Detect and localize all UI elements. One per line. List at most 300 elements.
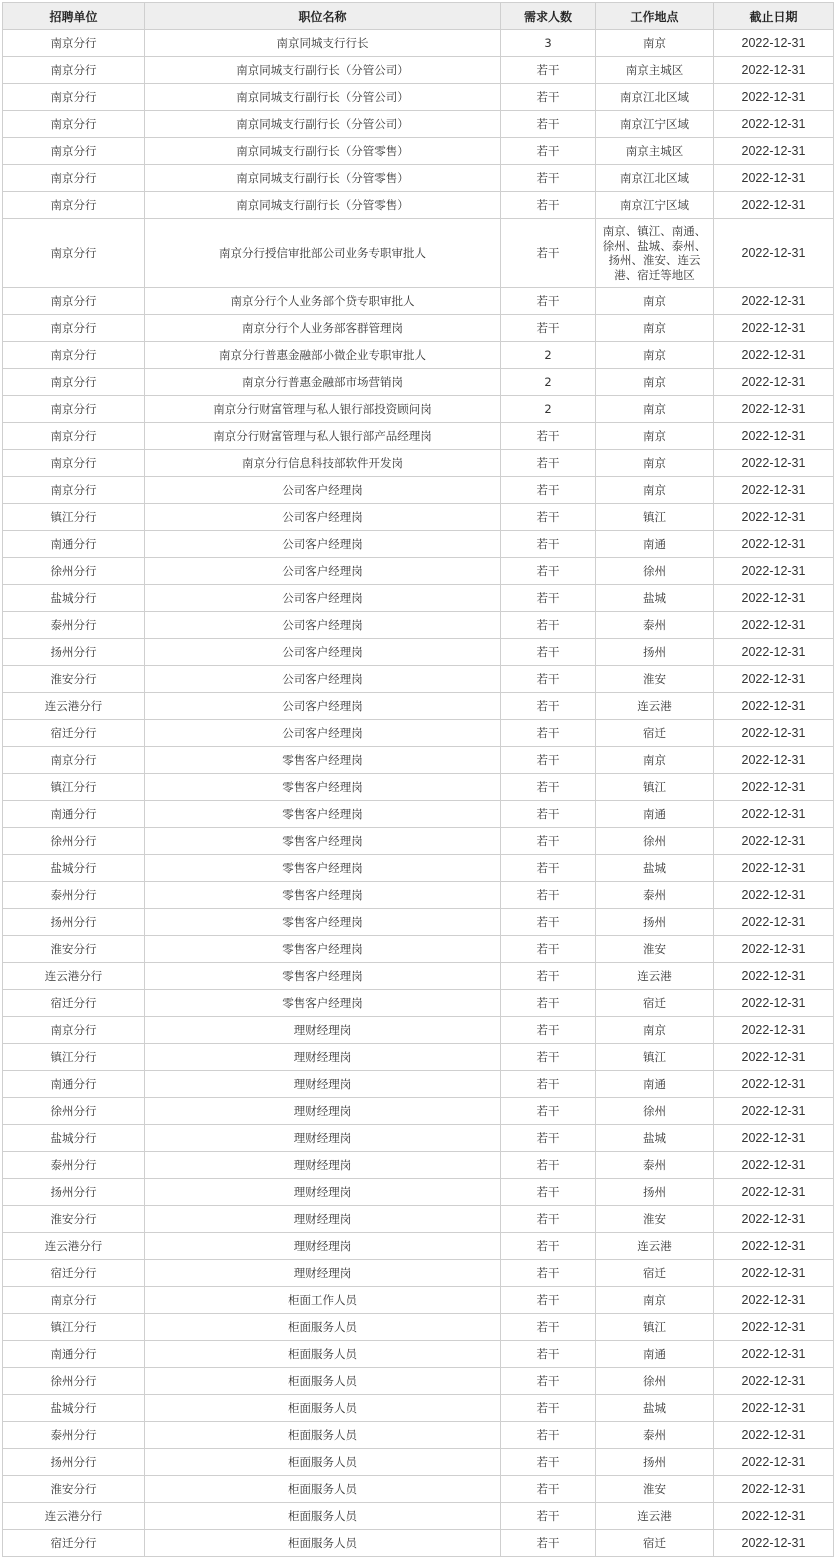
cell-employer: 盐城分行: [3, 855, 145, 882]
cell-deadline: 2022-12-31: [714, 1071, 834, 1098]
cell-location: 宿迁: [596, 1260, 714, 1287]
cell-employer: 扬州分行: [3, 1449, 145, 1476]
cell-headcount: 2: [501, 342, 596, 369]
cell-employer: 南京分行: [3, 138, 145, 165]
cell-deadline: 2022-12-31: [714, 1098, 834, 1125]
cell-deadline: 2022-12-31: [714, 219, 834, 288]
table-row: [3, 165, 834, 192]
cell-deadline: 2022-12-31: [714, 720, 834, 747]
cell-location: 南京: [596, 30, 714, 57]
cell-employer: 南京分行: [3, 423, 145, 450]
cell-employer: 宿迁分行: [3, 1260, 145, 1287]
cell-deadline: 2022-12-31: [714, 1395, 834, 1422]
table-row: [3, 288, 834, 315]
cell-employer: 宿迁分行: [3, 1530, 145, 1557]
table-row: [3, 1530, 834, 1557]
cell-location: 徐州: [596, 558, 714, 585]
cell-deadline: 2022-12-31: [714, 936, 834, 963]
table-row: [3, 1503, 834, 1530]
cell-deadline: 2022-12-31: [714, 531, 834, 558]
cell-position: 公司客户经理岗: [145, 639, 501, 666]
cell-deadline: 2022-12-31: [714, 30, 834, 57]
cell-location: 南京: [596, 288, 714, 315]
cell-headcount: 若干: [501, 747, 596, 774]
cell-deadline: 2022-12-31: [714, 192, 834, 219]
cell-employer: 南京分行: [3, 165, 145, 192]
table-row: [3, 639, 834, 666]
cell-location: 扬州: [596, 639, 714, 666]
table-row: [3, 1152, 834, 1179]
cell-position: 公司客户经理岗: [145, 477, 501, 504]
cell-location: 镇江: [596, 774, 714, 801]
cell-location: 扬州: [596, 1449, 714, 1476]
cell-deadline: 2022-12-31: [714, 396, 834, 423]
table-row: [3, 450, 834, 477]
cell-deadline: 2022-12-31: [714, 477, 834, 504]
cell-employer: 南京分行: [3, 111, 145, 138]
cell-deadline: 2022-12-31: [714, 585, 834, 612]
table-row: [3, 1260, 834, 1287]
cell-headcount: 若干: [501, 666, 596, 693]
cell-location: 南京: [596, 423, 714, 450]
table-row: [3, 1071, 834, 1098]
cell-headcount: 若干: [501, 828, 596, 855]
cell-deadline: 2022-12-31: [714, 84, 834, 111]
cell-location: 泰州: [596, 1152, 714, 1179]
cell-headcount: 若干: [501, 1206, 596, 1233]
cell-headcount: 若干: [501, 774, 596, 801]
cell-employer: 徐州分行: [3, 828, 145, 855]
cell-employer: 南京分行: [3, 369, 145, 396]
cell-headcount: 若干: [501, 990, 596, 1017]
table-row: [3, 936, 834, 963]
cell-headcount: 若干: [501, 531, 596, 558]
cell-headcount: 若干: [501, 612, 596, 639]
cell-headcount: 若干: [501, 909, 596, 936]
cell-employer: 连云港分行: [3, 963, 145, 990]
cell-employer: 徐州分行: [3, 558, 145, 585]
cell-headcount: 若干: [501, 1287, 596, 1314]
cell-headcount: 若干: [501, 585, 596, 612]
cell-position: 公司客户经理岗: [145, 558, 501, 585]
cell-location: 淮安: [596, 1206, 714, 1233]
header-row: [3, 3, 834, 30]
cell-headcount: 若干: [501, 1125, 596, 1152]
table-row: [3, 990, 834, 1017]
cell-headcount: 若干: [501, 1179, 596, 1206]
cell-position: 柜面服务人员: [145, 1503, 501, 1530]
cell-location: 盐城: [596, 855, 714, 882]
cell-location: 宿迁: [596, 990, 714, 1017]
cell-position: 南京分行普惠金融部小微企业专职审批人: [145, 342, 501, 369]
cell-headcount: 3: [501, 30, 596, 57]
cell-headcount: 若干: [501, 639, 596, 666]
cell-deadline: 2022-12-31: [714, 1422, 834, 1449]
header-position: 职位名称: [145, 3, 501, 30]
table-row: [3, 84, 834, 111]
cell-employer: 盐城分行: [3, 1125, 145, 1152]
cell-location: 徐州: [596, 1098, 714, 1125]
table-row: [3, 477, 834, 504]
cell-headcount: 若干: [501, 1044, 596, 1071]
recruitment-table: [2, 2, 834, 1557]
table-row: [3, 666, 834, 693]
cell-headcount: 若干: [501, 801, 596, 828]
cell-location: 泰州: [596, 1422, 714, 1449]
cell-employer: 盐城分行: [3, 1395, 145, 1422]
table-row: [3, 1044, 834, 1071]
table-row: [3, 1206, 834, 1233]
table-body: [3, 30, 834, 1557]
cell-position: 南京同城支行副行长（分管公司）: [145, 57, 501, 84]
cell-headcount: 若干: [501, 192, 596, 219]
table-row: [3, 342, 834, 369]
cell-deadline: 2022-12-31: [714, 693, 834, 720]
cell-position: 零售客户经理岗: [145, 909, 501, 936]
cell-deadline: 2022-12-31: [714, 1017, 834, 1044]
table-row: [3, 828, 834, 855]
cell-deadline: 2022-12-31: [714, 1287, 834, 1314]
cell-deadline: 2022-12-31: [714, 1206, 834, 1233]
cell-location: 盐城: [596, 585, 714, 612]
cell-employer: 泰州分行: [3, 882, 145, 909]
cell-employer: 南京分行: [3, 288, 145, 315]
cell-position: 理财经理岗: [145, 1044, 501, 1071]
cell-position: 南京分行个人业务部个贷专职审批人: [145, 288, 501, 315]
cell-position: 柜面服务人员: [145, 1341, 501, 1368]
cell-location: 扬州: [596, 909, 714, 936]
cell-headcount: 若干: [501, 693, 596, 720]
cell-headcount: 若干: [501, 1503, 596, 1530]
cell-employer: 徐州分行: [3, 1098, 145, 1125]
cell-position: 零售客户经理岗: [145, 801, 501, 828]
table-row: [3, 1179, 834, 1206]
cell-headcount: 若干: [501, 1314, 596, 1341]
table-row: [3, 963, 834, 990]
cell-deadline: 2022-12-31: [714, 1152, 834, 1179]
cell-location: 连云港: [596, 693, 714, 720]
cell-deadline: 2022-12-31: [714, 1314, 834, 1341]
cell-location: 南京: [596, 1287, 714, 1314]
cell-headcount: 若干: [501, 1530, 596, 1557]
cell-position: 理财经理岗: [145, 1152, 501, 1179]
table-row: [3, 747, 834, 774]
cell-deadline: 2022-12-31: [714, 165, 834, 192]
cell-headcount: 2: [501, 369, 596, 396]
cell-location: 南通: [596, 1071, 714, 1098]
cell-deadline: 2022-12-31: [714, 111, 834, 138]
cell-headcount: 若干: [501, 450, 596, 477]
cell-employer: 泰州分行: [3, 612, 145, 639]
cell-location: 南京、镇江、南通、徐州、盐城、泰州、扬州、淮安、连云港、宿迁等地区: [596, 219, 714, 288]
cell-deadline: 2022-12-31: [714, 315, 834, 342]
cell-location: 泰州: [596, 612, 714, 639]
cell-deadline: 2022-12-31: [714, 774, 834, 801]
cell-employer: 南通分行: [3, 1341, 145, 1368]
cell-position: 理财经理岗: [145, 1071, 501, 1098]
table-row: [3, 720, 834, 747]
cell-position: 南京同城支行副行长（分管零售）: [145, 165, 501, 192]
cell-employer: 淮安分行: [3, 666, 145, 693]
cell-deadline: 2022-12-31: [714, 1125, 834, 1152]
cell-employer: 连云港分行: [3, 1233, 145, 1260]
table-row: [3, 1395, 834, 1422]
table-row: [3, 315, 834, 342]
cell-position: 柜面服务人员: [145, 1395, 501, 1422]
cell-deadline: 2022-12-31: [714, 1233, 834, 1260]
cell-position: 南京分行财富管理与私人银行部投资顾问岗: [145, 396, 501, 423]
table-row: [3, 1341, 834, 1368]
cell-deadline: 2022-12-31: [714, 801, 834, 828]
cell-deadline: 2022-12-31: [714, 504, 834, 531]
table-row: [3, 111, 834, 138]
table-row: [3, 369, 834, 396]
cell-headcount: 2: [501, 396, 596, 423]
cell-location: 泰州: [596, 882, 714, 909]
cell-deadline: 2022-12-31: [714, 1449, 834, 1476]
cell-deadline: 2022-12-31: [714, 57, 834, 84]
cell-headcount: 若干: [501, 936, 596, 963]
cell-position: 理财经理岗: [145, 1098, 501, 1125]
cell-headcount: 若干: [501, 1449, 596, 1476]
cell-location: 扬州: [596, 1179, 714, 1206]
cell-deadline: 2022-12-31: [714, 450, 834, 477]
cell-headcount: 若干: [501, 138, 596, 165]
table-row: [3, 1449, 834, 1476]
cell-position: 理财经理岗: [145, 1017, 501, 1044]
cell-headcount: 若干: [501, 315, 596, 342]
header-location: 工作地点: [596, 3, 714, 30]
cell-location: 盐城: [596, 1125, 714, 1152]
cell-employer: 镇江分行: [3, 1044, 145, 1071]
cell-deadline: 2022-12-31: [714, 828, 834, 855]
cell-headcount: 若干: [501, 111, 596, 138]
cell-employer: 扬州分行: [3, 1179, 145, 1206]
table-row: [3, 1422, 834, 1449]
cell-position: 柜面服务人员: [145, 1530, 501, 1557]
cell-employer: 淮安分行: [3, 1206, 145, 1233]
table-row: [3, 30, 834, 57]
cell-deadline: 2022-12-31: [714, 1530, 834, 1557]
cell-position: 柜面服务人员: [145, 1314, 501, 1341]
cell-employer: 南通分行: [3, 801, 145, 828]
cell-deadline: 2022-12-31: [714, 423, 834, 450]
table-row: [3, 531, 834, 558]
cell-position: 柜面服务人员: [145, 1449, 501, 1476]
header-employer: 招聘单位: [3, 3, 145, 30]
cell-employer: 南京分行: [3, 30, 145, 57]
cell-employer: 南通分行: [3, 531, 145, 558]
cell-location: 南京: [596, 477, 714, 504]
cell-employer: 南京分行: [3, 1287, 145, 1314]
cell-employer: 泰州分行: [3, 1152, 145, 1179]
cell-headcount: 若干: [501, 1017, 596, 1044]
cell-location: 宿迁: [596, 720, 714, 747]
cell-position: 南京分行信息科技部软件开发岗: [145, 450, 501, 477]
cell-location: 镇江: [596, 504, 714, 531]
cell-position: 南京分行财富管理与私人银行部产品经理岗: [145, 423, 501, 450]
cell-location: 南通: [596, 1341, 714, 1368]
table-row: [3, 1233, 834, 1260]
cell-employer: 南京分行: [3, 315, 145, 342]
cell-deadline: 2022-12-31: [714, 558, 834, 585]
cell-location: 徐州: [596, 1368, 714, 1395]
cell-location: 徐州: [596, 828, 714, 855]
cell-headcount: 若干: [501, 504, 596, 531]
header-headcount: 需求人数: [501, 3, 596, 30]
table-row: [3, 57, 834, 84]
cell-position: 零售客户经理岗: [145, 936, 501, 963]
cell-location: 南京江北区域: [596, 84, 714, 111]
cell-headcount: 若干: [501, 84, 596, 111]
table-header: [3, 3, 834, 30]
cell-location: 南京江北区域: [596, 165, 714, 192]
cell-deadline: 2022-12-31: [714, 1260, 834, 1287]
cell-employer: 连云港分行: [3, 1503, 145, 1530]
cell-position: 理财经理岗: [145, 1179, 501, 1206]
cell-employer: 南京分行: [3, 747, 145, 774]
cell-employer: 宿迁分行: [3, 720, 145, 747]
cell-headcount: 若干: [501, 1395, 596, 1422]
cell-deadline: 2022-12-31: [714, 639, 834, 666]
cell-location: 南京江宁区域: [596, 192, 714, 219]
cell-deadline: 2022-12-31: [714, 369, 834, 396]
cell-location: 南京: [596, 315, 714, 342]
cell-deadline: 2022-12-31: [714, 909, 834, 936]
cell-location: 南京: [596, 450, 714, 477]
cell-location: 连云港: [596, 1233, 714, 1260]
cell-deadline: 2022-12-31: [714, 1503, 834, 1530]
cell-employer: 淮安分行: [3, 936, 145, 963]
cell-headcount: 若干: [501, 423, 596, 450]
cell-employer: 南京分行: [3, 396, 145, 423]
cell-deadline: 2022-12-31: [714, 1368, 834, 1395]
cell-employer: 南京分行: [3, 219, 145, 288]
cell-position: 零售客户经理岗: [145, 882, 501, 909]
cell-deadline: 2022-12-31: [714, 1341, 834, 1368]
cell-headcount: 若干: [501, 1476, 596, 1503]
table-row: [3, 138, 834, 165]
table-row: [3, 1368, 834, 1395]
cell-deadline: 2022-12-31: [714, 138, 834, 165]
cell-position: 公司客户经理岗: [145, 720, 501, 747]
cell-headcount: 若干: [501, 288, 596, 315]
cell-employer: 宿迁分行: [3, 990, 145, 1017]
cell-location: 南京: [596, 369, 714, 396]
cell-headcount: 若干: [501, 1260, 596, 1287]
cell-position: 公司客户经理岗: [145, 531, 501, 558]
cell-location: 南京: [596, 1017, 714, 1044]
cell-location: 南京: [596, 747, 714, 774]
cell-position: 零售客户经理岗: [145, 828, 501, 855]
table-row: [3, 558, 834, 585]
table-row: [3, 585, 834, 612]
cell-position: 零售客户经理岗: [145, 747, 501, 774]
cell-employer: 淮安分行: [3, 1476, 145, 1503]
cell-location: 南通: [596, 801, 714, 828]
cell-position: 零售客户经理岗: [145, 855, 501, 882]
cell-deadline: 2022-12-31: [714, 1476, 834, 1503]
cell-deadline: 2022-12-31: [714, 288, 834, 315]
table-row: [3, 612, 834, 639]
cell-position: 零售客户经理岗: [145, 963, 501, 990]
cell-location: 盐城: [596, 1395, 714, 1422]
cell-deadline: 2022-12-31: [714, 855, 834, 882]
cell-employer: 扬州分行: [3, 639, 145, 666]
cell-headcount: 若干: [501, 558, 596, 585]
cell-location: 南京: [596, 342, 714, 369]
cell-headcount: 若干: [501, 1341, 596, 1368]
table-row: [3, 1098, 834, 1125]
table-row: [3, 396, 834, 423]
cell-location: 连云港: [596, 963, 714, 990]
cell-location: 连云港: [596, 1503, 714, 1530]
cell-employer: 镇江分行: [3, 1314, 145, 1341]
cell-location: 淮安: [596, 1476, 714, 1503]
cell-headcount: 若干: [501, 1152, 596, 1179]
cell-employer: 南京分行: [3, 1017, 145, 1044]
table-row: [3, 423, 834, 450]
cell-headcount: 若干: [501, 882, 596, 909]
cell-employer: 连云港分行: [3, 693, 145, 720]
cell-employer: 盐城分行: [3, 585, 145, 612]
cell-deadline: 2022-12-31: [714, 990, 834, 1017]
cell-position: 南京同城支行行长: [145, 30, 501, 57]
cell-position: 南京同城支行副行长（分管公司）: [145, 84, 501, 111]
cell-position: 理财经理岗: [145, 1125, 501, 1152]
cell-headcount: 若干: [501, 1098, 596, 1125]
cell-position: 零售客户经理岗: [145, 990, 501, 1017]
cell-position: 南京分行普惠金融部市场营销岗: [145, 369, 501, 396]
cell-deadline: 2022-12-31: [714, 963, 834, 990]
cell-headcount: 若干: [501, 219, 596, 288]
table-row: [3, 855, 834, 882]
cell-deadline: 2022-12-31: [714, 882, 834, 909]
cell-employer: 南京分行: [3, 450, 145, 477]
cell-employer: 镇江分行: [3, 774, 145, 801]
cell-headcount: 若干: [501, 1368, 596, 1395]
cell-position: 南京分行个人业务部客群管理岗: [145, 315, 501, 342]
cell-headcount: 若干: [501, 57, 596, 84]
table-row: [3, 774, 834, 801]
cell-position: 理财经理岗: [145, 1206, 501, 1233]
cell-position: 理财经理岗: [145, 1233, 501, 1260]
cell-position: 柜面服务人员: [145, 1422, 501, 1449]
cell-headcount: 若干: [501, 963, 596, 990]
cell-position: 柜面服务人员: [145, 1368, 501, 1395]
cell-location: 淮安: [596, 666, 714, 693]
table-row: [3, 801, 834, 828]
table-row: [3, 192, 834, 219]
table-row: [3, 1476, 834, 1503]
cell-location: 南京主城区: [596, 57, 714, 84]
cell-headcount: 若干: [501, 165, 596, 192]
cell-deadline: 2022-12-31: [714, 1179, 834, 1206]
table-row: [3, 1314, 834, 1341]
cell-headcount: 若干: [501, 1422, 596, 1449]
table-row: [3, 1125, 834, 1152]
cell-employer: 南京分行: [3, 477, 145, 504]
header-deadline: 截止日期: [714, 3, 834, 30]
cell-deadline: 2022-12-31: [714, 612, 834, 639]
cell-position: 柜面服务人员: [145, 1476, 501, 1503]
cell-position: 南京分行授信审批部公司业务专职审批人: [145, 219, 501, 288]
cell-deadline: 2022-12-31: [714, 666, 834, 693]
cell-position: 公司客户经理岗: [145, 612, 501, 639]
cell-position: 柜面工作人员: [145, 1287, 501, 1314]
cell-location: 南京: [596, 396, 714, 423]
table-row: [3, 504, 834, 531]
